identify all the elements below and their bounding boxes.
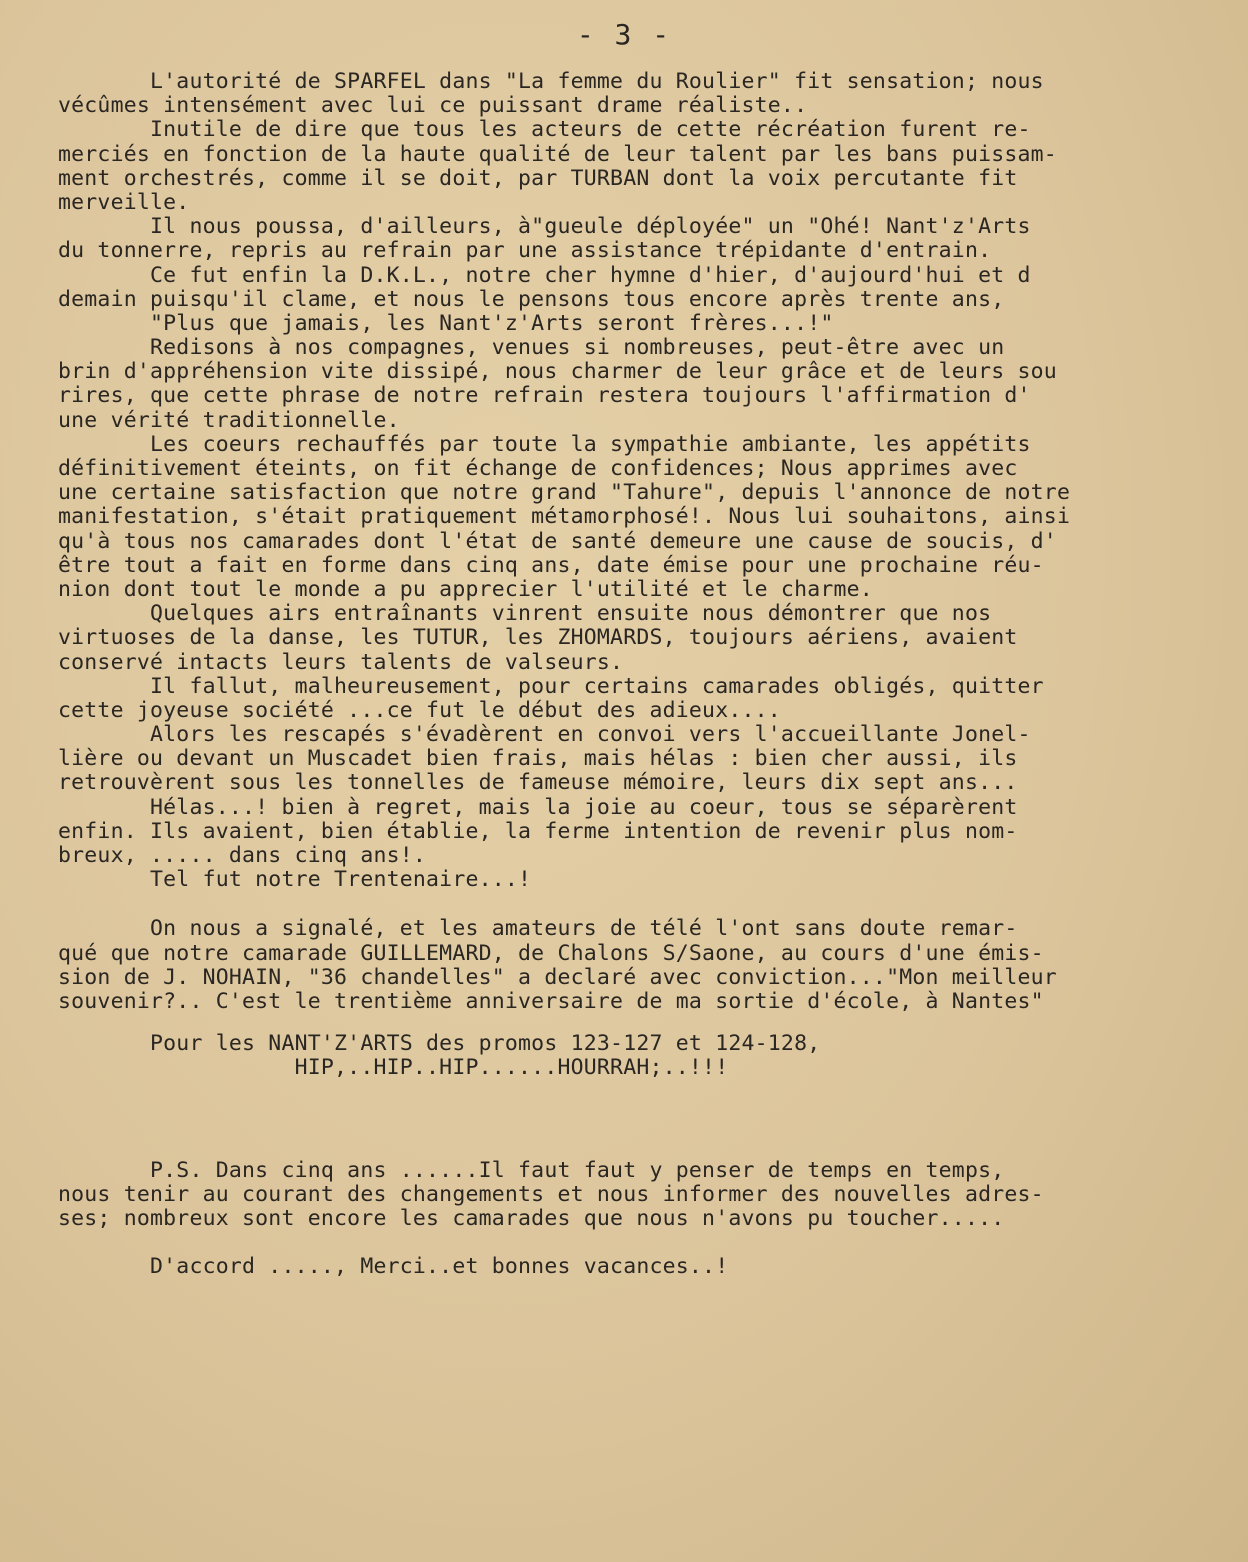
text-line: Les coeurs rechauffés par toute la sympathie ambiante, les appétits — [58, 431, 1031, 457]
text-line: demain puisqu'il clame, et nous le pensons tous encore après trente ans, — [58, 286, 1005, 312]
paragraph-block-postscript — [58, 1159, 1238, 1280]
text-line: du tonnerre, repris au refrain par une assistance trépidante d'entrain. — [58, 238, 992, 264]
text-line: définitivement éteints, on fit échange de confidences; Nous apprimes avec — [58, 456, 1018, 481]
text-line: une certaine satisfaction que notre grand "Tahure", depuis l'annonce de notre — [58, 480, 1071, 506]
text-line: ses; nombreux sont encore les camarades que nous n'avons pu toucher..... — [58, 1205, 1005, 1231]
text-line: rires, que cette phrase de notre refrain restera toujours l'affirmation d' — [58, 383, 1031, 409]
text-line: vécûmes intensément avec lui ce puissant drame réaliste.. — [58, 93, 808, 119]
text-line: Quelques airs entraînants vinrent ensuite nous démontrer que nos — [58, 601, 992, 627]
text-line: HIP,..HIP..HIP......HOURRAH;..!!! — [58, 1055, 729, 1081]
text-line: qu'à tous nos camarades dont l'état de santé demeure une cause de soucis, d' — [58, 528, 1057, 554]
text-line: ment orchestrés, comme il se doit, par TURBAN dont la voix percutante fit — [58, 165, 1018, 191]
paragraph-block-reunion — [58, 70, 1238, 892]
text-line: Pour les NANT'Z'ARTS des promos 123-127 et 124-128, — [58, 1031, 821, 1057]
text-line: qué que notre camarade GUILLEMARD, de Chalons S/Saone, au cours d'une émis- — [58, 940, 1044, 966]
text-line — [58, 1231, 1238, 1255]
text-line: manifestation, s'était pratiquement métamorphosé!. Nous lui souhaitons, ainsi — [58, 504, 1071, 530]
text-line: breux, ..... dans cinq ans!. — [58, 843, 427, 868]
text-line: conservé intacts leurs talents de valseurs. — [58, 649, 624, 675]
text-line: Tel fut notre Trentenaire...! — [58, 867, 532, 893]
text-line: souvenir?.. C'est le trentième anniversaire de ma sortie d'école, à Nantes" — [58, 988, 1044, 1014]
text-line: On nous a signalé, et les amateurs de télé l'ont sans doute remar- — [58, 916, 1018, 942]
text-line: nous tenir au courant des changements et nous informer des nouvelles adres- — [58, 1181, 1044, 1207]
text-line: Il nous poussa, d'ailleurs, à"gueule déployée" un "Ohé! Nant'z'Arts — [58, 214, 1031, 240]
text-line: Alors les rescapés s'évadèrent en convoi vers l'accueillante Jonel- — [58, 722, 1031, 748]
page-number: - 3 - — [576, 18, 672, 51]
text-line: sion de J. NOHAIN, "36 chandelles" a declaré avec conviction..."Mon meilleur — [58, 964, 1057, 990]
text-line: lière ou devant un Muscadet bien frais, mais hélas : bien cher aussi, ils — [58, 746, 1018, 772]
paragraph-spacer — [58, 892, 1238, 917]
text-line: virtuoses de la danse, les TUTUR, les ZHOMARDS, toujours aériens, avaient — [58, 625, 1018, 651]
paragraph-spacer — [58, 1014, 1238, 1032]
text-line: Ce fut enfin la D.K.L., notre cher hymne d'hier, d'aujourd'hui et d — [58, 262, 1031, 288]
paragraph-block-television — [58, 917, 1238, 1014]
text-line: enfin. Ils avaient, bien établie, la ferme intention de revenir plus nom- — [58, 818, 1018, 844]
text-line: nion dont tout le monde a pu apprecier l'utilité et le charme. — [58, 576, 873, 602]
text-line: Il fallut, malheureusement, pour certains camarades obligés, quitter — [58, 673, 1044, 699]
text-line: retrouvèrent sous les tonnelles de fameuse mémoire, leurs dix sept ans... — [58, 770, 1018, 796]
paragraph-block-cheer — [58, 1032, 1238, 1080]
text-line: brin d'appréhension vite dissipé, nous charmer de leur grâce et de leurs sou — [58, 359, 1057, 385]
text-line: L'autorité de SPARFEL dans "La femme du Roulier" fit sensation; nous — [58, 69, 1044, 94]
paragraph-spacer — [58, 1081, 1238, 1159]
text-line: Redisons à nos compagnes, venues si nombreuses, peut-être avec un — [58, 335, 1005, 361]
text-line: cette joyeuse société ...ce fut le début des adieux.... — [58, 697, 781, 723]
text-line: D'accord ....., Merci..et bonnes vacances..! — [58, 1254, 729, 1280]
text-line: P.S. Dans cinq ans ......Il faut faut y penser de temps en temps, — [58, 1157, 1005, 1183]
text-line: "Plus que jamais, les Nant'z'Arts seront frères...!" — [58, 310, 834, 336]
text-line: merveille. — [58, 189, 190, 215]
letter-body — [58, 70, 1238, 1279]
text-line: une vérité traditionnelle. — [58, 407, 400, 433]
text-line: Inutile de dire que tous les acteurs de cette récréation furent re- — [58, 117, 1031, 143]
text-line: être tout a fait en forme dans cinq ans, date émise pour une prochaine réu- — [58, 552, 1044, 578]
text-line: merciés en fonction de la haute qualité de leur talent par les bans puissam- — [58, 141, 1057, 167]
text-line: Hélas...! bien à regret, mais la joie au coeur, tous se séparèrent — [58, 794, 1018, 820]
